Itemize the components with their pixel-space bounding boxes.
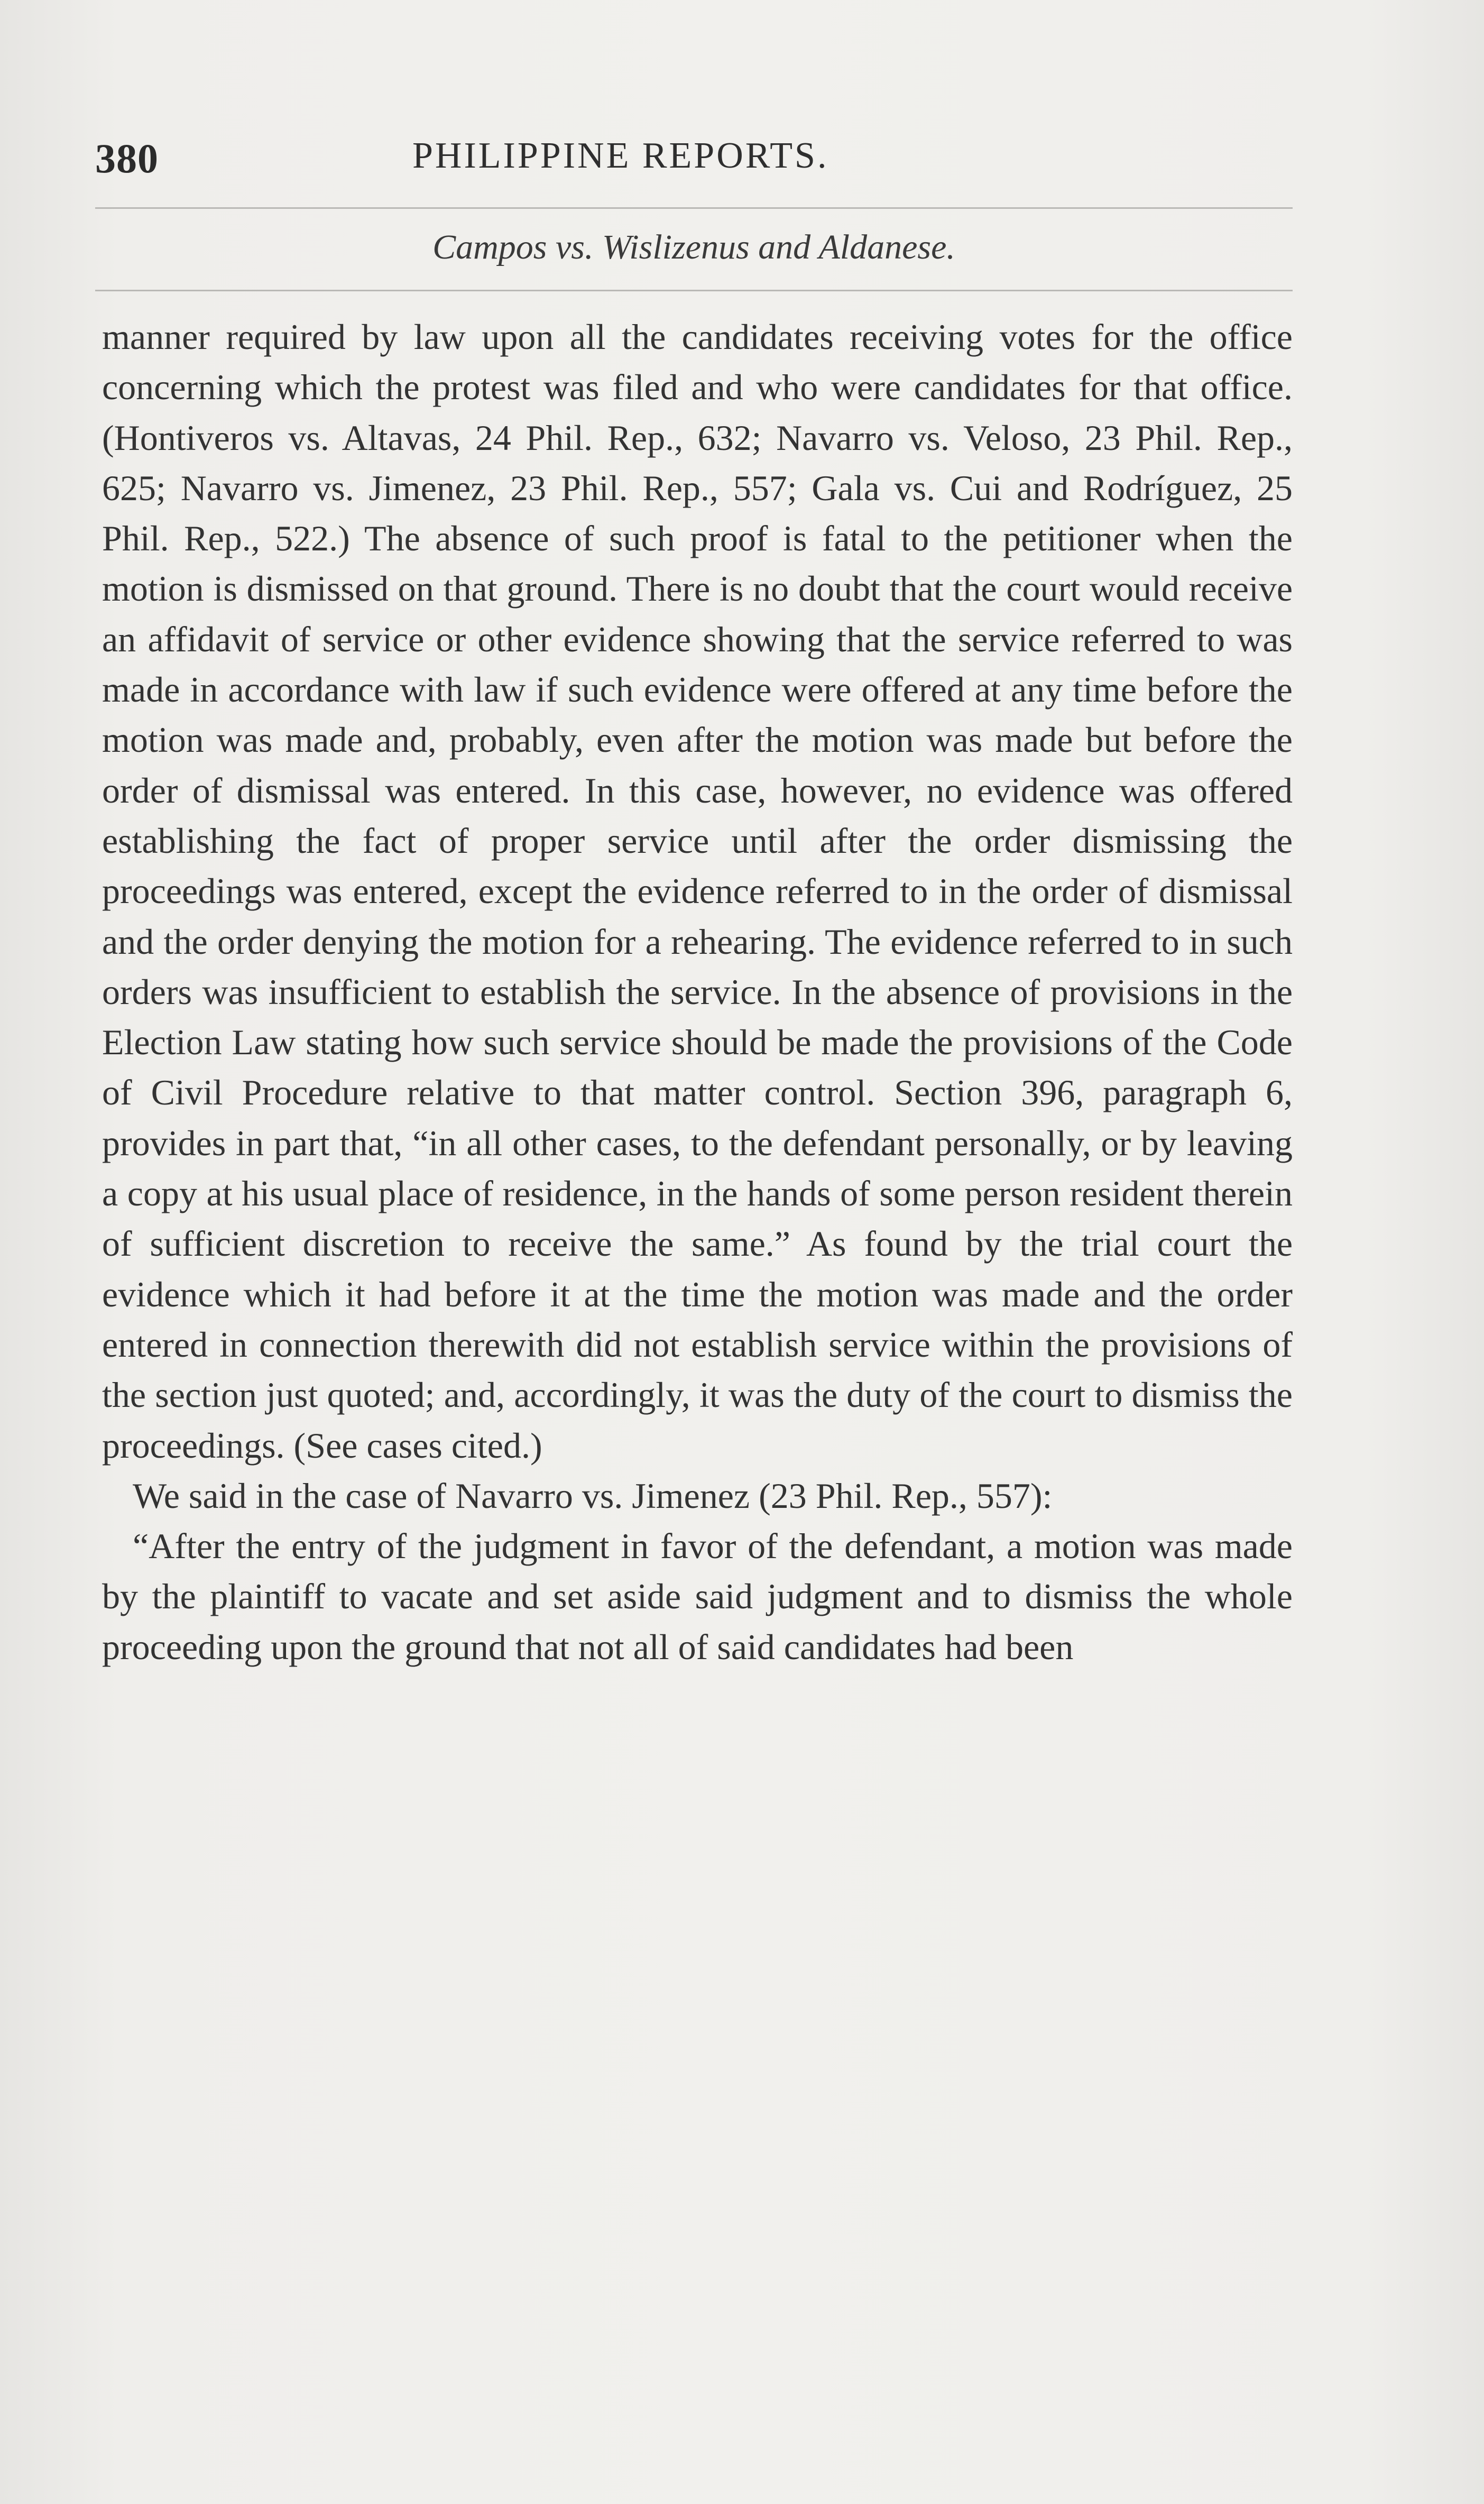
running-title: PHILIPPINE REPORTS.: [412, 135, 829, 176]
body-paragraph: manner required by law upon all the candidates receiving votes for the office concerning which the protest was filed and who were candidates for that office. (Hontiveros vs. Altavas, 24 Phil. Rep., 632; Navarro vs. Veloso, 23 Phil. Rep., 625; Navarro vs. Jimenez, 23 Phil. Rep., 557; Gala vs. Cui and Rodríguez, 25 Phil. Rep., 522.) The absence of such proof is fatal to the petitioner when the motion is dismissed on that ground. There is no doubt that the court would receive an affidavit of service or other evidence showing that the service referred to was made in accordance with law if such evidence were offered at any time before the motion was made and, probably, even after the motion was made but before the order of dismissal was entered. In this case, however, no evidence was offered establishing the fact of proper service until after the order dismissing the proceedings was entered, except the evidence referred to in the order of dismissal and the order denying the motion for a rehearing. The evidence referred to in such orders was insufficient to establish the service. In the absence of provisions in the Election Law stating how such service should be made the provisions of the Code of Civil Procedure relative to that matter control. Section 396, paragraph 6, provides in part that, “in all other cases, to the defendant personally, or by leaving a copy at his usual place of residence, in the hands of some person resident therein of sufficient discretion to receive the same.” As found by the trial court the evidence which it had before it at the time the motion was made and the order entered in connection therewith did not establish service within the provisions of the section just quoted; and, accordingly, it was the duty of the court to dismiss the proceedings. (See cases cited.): [102, 317, 1293, 1466]
header-rule-bottom: [95, 290, 1293, 291]
body-paragraph: “After the entry of the judgment in favor of the defendant, a motion was made by the plaintiff to vacate and set aside said judgment and to dismiss the whole proceeding upon the ground that not all of said candidates had been: [102, 1526, 1293, 1667]
case-title: Campos vs. Wislizenus and Aldanese.: [432, 228, 955, 266]
page-header: [95, 135, 1293, 198]
header-rule-top: [95, 207, 1293, 209]
body-text: [102, 312, 1293, 1672]
body-paragraph: We said in the case of Navarro vs. Jimenez (23 Phil. Rep., 557):: [133, 1475, 1053, 1516]
page-number: 380: [95, 135, 159, 181]
